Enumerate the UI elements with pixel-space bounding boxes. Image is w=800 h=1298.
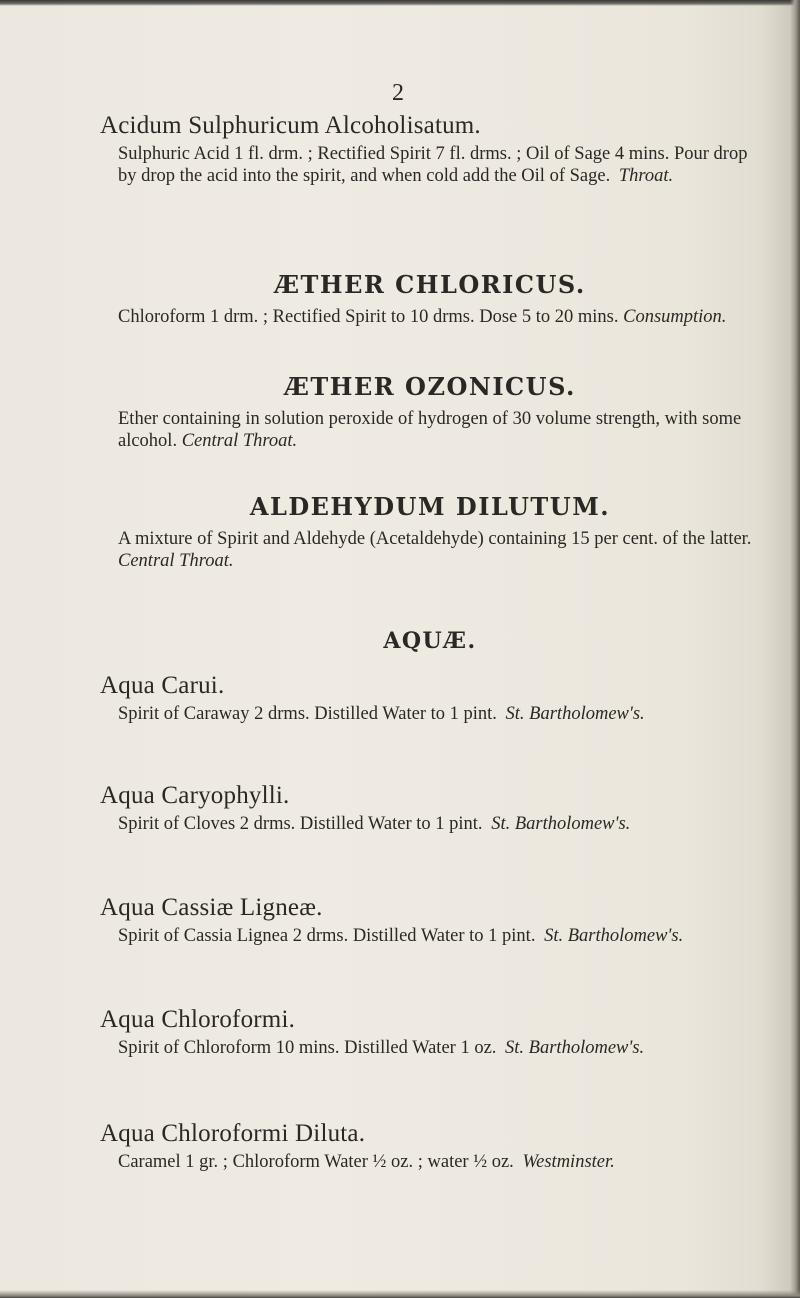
entry-source: Throat. — [618, 165, 674, 186]
entry-source: St. Bartholomew's. — [491, 814, 631, 834]
entry-text — [118, 704, 760, 726]
entry-text — [118, 409, 760, 452]
entry-aldehydum-dilutum — [100, 492, 760, 572]
entry-text — [118, 529, 760, 572]
entry-text — [118, 814, 760, 836]
entry-title: Aqua Chloroformi Diluta. — [100, 1120, 366, 1147]
entry-aqua-chloroformi — [100, 1004, 760, 1060]
entry-source: Central Throat. — [181, 430, 298, 451]
entry-source: Westminster. — [522, 1152, 615, 1172]
entry-source: St. Bartholomew's. — [505, 1038, 645, 1058]
entry-body: Sulphuric Acid 1 fl. drm. ; Rectified Spirit 7 fl. drms. ; Oil of Sage 4 mins. Pour drop by drop the acid into the spirit, and when cold add the Oil of Sage. — [118, 144, 748, 186]
entry-acidum-sulphuricum — [100, 110, 760, 187]
entry-aqua-cassiae-ligneae — [100, 892, 760, 948]
entry-text — [118, 1152, 760, 1174]
entry-aether-ozonicus — [100, 372, 760, 452]
page-right-edge — [790, 0, 800, 1298]
page-bottom-edge — [0, 1290, 800, 1298]
entry-source: Consumption. — [623, 307, 727, 327]
entry-title: Aqua Carui. — [100, 672, 225, 699]
entry-body: Caramel 1 gr. ; Chloroform Water ½ oz. ; water ½ oz. — [118, 1152, 514, 1172]
entry-title: Aqua Cassiæ Ligneæ. — [100, 894, 323, 921]
entry-body: Spirit of Chloroform 10 mins. Distilled Water 1 oz. — [118, 1038, 497, 1058]
entry-aether-chloricus — [100, 270, 760, 329]
entry-aqua-caryophylli — [100, 780, 760, 836]
entry-source: St. Bartholomew's. — [544, 926, 684, 946]
entry-aqua-chloroformi-diluta — [100, 1118, 760, 1174]
entry-source: St. Bartholomew's. — [505, 704, 645, 724]
entry-text — [118, 926, 760, 948]
entry-text — [118, 144, 760, 187]
section-aquae — [100, 628, 760, 654]
page-top-edge — [0, 0, 800, 6]
entry-body: Chloroform 1 drm. ; Rectified Spirit to 10 drms. Dose 5 to 20 mins. — [118, 307, 619, 327]
entry-body: A mixture of Spirit and Aldehyde (Acetaldehyde) containing 15 per cent. of the latter. — [118, 529, 752, 549]
entry-title: Acidum Sulphuricum Alcoholisatum. — [100, 112, 481, 139]
entry-title: ÆTHER CHLORICUS. — [274, 270, 586, 299]
entry-body: Spirit of Cloves 2 drms. Distilled Water to 1 pint. — [118, 814, 483, 834]
entry-title: Aqua Chloroformi. — [100, 1006, 296, 1033]
entry-text — [118, 307, 760, 329]
section-title: AQUÆ. — [383, 628, 477, 654]
entry-body: Spirit of Caraway 2 drms. Distilled Water to 1 pint. — [118, 704, 497, 724]
entry-body: Ether containing in solution peroxide of hydrogen of 30 volume strength, with some alcohol. — [118, 409, 742, 451]
entry-title: ALDEHYDUM DILUTUM. — [249, 492, 611, 521]
entry-title: ÆTHER OZONICUS. — [284, 372, 576, 401]
entry-text — [118, 1038, 760, 1060]
entry-title: Aqua Caryophylli. — [100, 782, 290, 809]
entry-body: Spirit of Cassia Lignea 2 drms. Distilled Water to 1 pint. — [118, 926, 536, 946]
page-number: 2 — [392, 80, 404, 106]
entry-aqua-carui — [100, 670, 760, 726]
entry-source: Central Throat. — [118, 550, 234, 571]
